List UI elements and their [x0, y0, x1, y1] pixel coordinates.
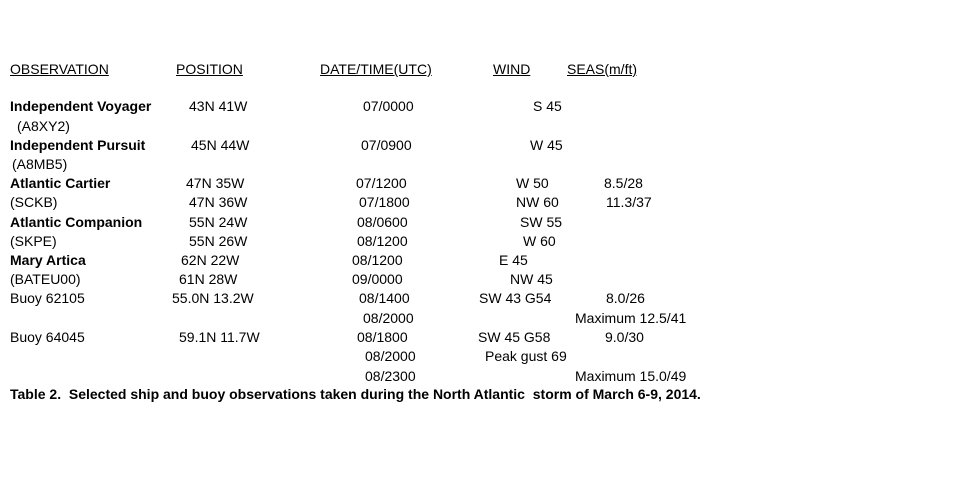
observation-datetime: 08/2000: [363, 310, 414, 326]
observation-callsign: (A8XY2): [17, 118, 70, 134]
observation-datetime: 08/1400: [359, 290, 410, 306]
observation-datetime: 09/0000: [352, 271, 403, 287]
observation-position: 45N 44W: [191, 137, 250, 153]
observation-datetime: 08/2000: [365, 348, 416, 364]
observation-seas: 9.0/30: [605, 329, 644, 345]
observation-datetime: 08/1200: [357, 233, 408, 249]
observation-wind: E 45: [499, 252, 528, 268]
observation-position: 47N 35W: [186, 175, 245, 191]
observation-seas: 11.3/37: [606, 194, 652, 210]
observation-datetime: 08/1200: [352, 252, 403, 268]
header-observation: OBSERVATION: [10, 61, 109, 77]
observation-name: Independent Pursuit: [10, 137, 146, 153]
table-caption: Table 2. Selected ship and buoy observations taken during the North Atlantic storm of March 6-9, 2014.: [10, 386, 701, 402]
observation-wind: SW 43 G54: [479, 290, 552, 306]
observation-datetime: 08/1800: [357, 329, 408, 345]
header-wind: WIND: [493, 61, 531, 77]
observation-wind: Peak gust 69: [485, 348, 567, 364]
observation-wind: S 45: [533, 98, 562, 114]
observation-datetime: 07/0900: [361, 137, 412, 153]
observation-wind: W 50: [516, 175, 549, 191]
observation-position: 59.1N 11.7W: [179, 329, 260, 345]
observation-name: Independent Voyager: [10, 98, 152, 114]
observation-name: Atlantic Cartier: [10, 175, 111, 191]
observation-wind: SW 55: [520, 214, 563, 230]
observation-position: 55N 26W: [189, 233, 248, 249]
observation-datetime: 07/1800: [359, 194, 410, 210]
observation-name: Atlantic Companion: [10, 214, 143, 230]
observation-wind: NW 60: [516, 194, 559, 210]
observation-position: 43N 41W: [189, 98, 248, 114]
observation-datetime: 08/0600: [357, 214, 408, 230]
observation-callsign: (SCKB): [10, 194, 58, 210]
observation-callsign: (BATEU00): [10, 271, 81, 287]
observation-wind: SW 45 G58: [478, 329, 551, 345]
header-position: POSITION: [176, 61, 243, 77]
observation-name: Buoy 64045: [10, 329, 85, 345]
observation-position: 55.0N 13.2W: [172, 290, 254, 306]
observation-position: 47N 36W: [189, 194, 248, 210]
header-datetime: DATE/TIME(UTC): [320, 61, 432, 77]
observation-wind: W 60: [523, 233, 556, 249]
observation-datetime: 07/0000: [363, 98, 414, 114]
observation-callsign: (SKPE): [10, 233, 57, 249]
observation-datetime: 08/2300: [365, 368, 416, 384]
observation-position: 61N 28W: [179, 271, 238, 287]
observation-name: Mary Artica: [10, 252, 86, 268]
observation-seas: Maximum 12.5/41: [575, 310, 687, 326]
observation-name: Buoy 62105: [10, 290, 85, 306]
observation-datetime: 07/1200: [356, 175, 407, 191]
observation-seas: 8.5/28: [604, 175, 643, 191]
observation-wind: NW 45: [510, 271, 553, 287]
observation-position: 55N 24W: [189, 214, 248, 230]
observation-callsign: (A8MB5): [12, 156, 68, 172]
observation-seas: Maximum 15.0/49: [575, 368, 687, 384]
header-seas: SEAS(m/ft): [567, 61, 638, 77]
observation-seas: 8.0/26: [606, 290, 645, 306]
observation-wind: W 45: [530, 137, 563, 153]
observation-position: 62N 22W: [181, 252, 240, 268]
